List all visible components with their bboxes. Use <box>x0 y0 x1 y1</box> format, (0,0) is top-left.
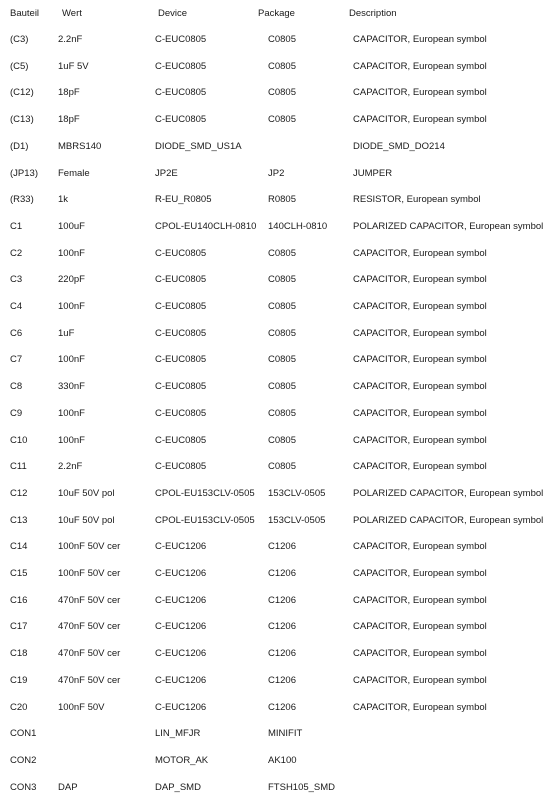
cell-part: C6 <box>10 328 23 339</box>
cell-package: 153CLV-0505 <box>268 515 326 526</box>
cell-part: C13 <box>10 515 28 526</box>
cell-value: 100uF <box>58 221 85 232</box>
cell-value: 2.2nF <box>58 461 83 472</box>
table-row <box>0 273 554 287</box>
cell-value: 10uF 50V pol <box>58 488 115 499</box>
table-row <box>0 487 554 501</box>
cell-value: 100nF 50V <box>58 702 105 713</box>
cell-device: C-EUC0805 <box>155 408 207 419</box>
cell-device: JP2E <box>155 168 178 179</box>
table-row <box>0 620 554 634</box>
cell-package: C0805 <box>268 274 296 285</box>
cell-value: 100nF 50V cer <box>58 568 121 579</box>
cell-device: C-EUC1206 <box>155 621 207 632</box>
cell-device: C-EUC0805 <box>155 354 207 365</box>
cell-package: C0805 <box>268 114 296 125</box>
cell-value: 470nF 50V cer <box>58 621 121 632</box>
cell-description: CAPACITOR, European symbol <box>353 87 487 98</box>
cell-part: C8 <box>10 381 23 392</box>
cell-package: FTSH105_SMD <box>268 782 336 793</box>
cell-part: C20 <box>10 702 28 713</box>
cell-description: CAPACITOR, European symbol <box>353 568 487 579</box>
cell-device: C-EUC0805 <box>155 114 207 125</box>
cell-part: C9 <box>10 408 23 419</box>
cell-device: CPOL-EU140CLH-0810 <box>155 221 257 232</box>
header-part: Bauteil <box>10 8 40 19</box>
cell-part: (R33) <box>10 194 34 205</box>
cell-part: (C12) <box>10 87 34 98</box>
table-row <box>0 220 554 234</box>
cell-description: CAPACITOR, European symbol <box>353 541 487 552</box>
cell-package: C0805 <box>268 87 296 98</box>
table-row <box>0 727 554 741</box>
cell-description: CAPACITOR, European symbol <box>353 328 487 339</box>
cell-value: 18pF <box>58 114 80 125</box>
cell-package: C0805 <box>268 328 296 339</box>
cell-part: C3 <box>10 274 23 285</box>
cell-description: JUMPER <box>353 168 393 179</box>
cell-package: C0805 <box>268 381 296 392</box>
cell-value: 100nF <box>58 354 85 365</box>
cell-package: C0805 <box>268 408 296 419</box>
cell-description: CAPACITOR, European symbol <box>353 114 487 125</box>
cell-value: 470nF 50V cer <box>58 595 121 606</box>
cell-value: 470nF 50V cer <box>58 648 121 659</box>
cell-value: DAP <box>58 782 78 793</box>
cell-description: CAPACITOR, European symbol <box>353 34 487 45</box>
cell-package: C1206 <box>268 568 296 579</box>
cell-description: CAPACITOR, European symbol <box>353 301 487 312</box>
table-row <box>0 647 554 661</box>
cell-device: C-EUC1206 <box>155 541 207 552</box>
cell-device: C-EUC1206 <box>155 702 207 713</box>
table-row <box>0 113 554 127</box>
cell-package: MINIFIT <box>268 728 303 739</box>
cell-part: CON2 <box>10 755 37 766</box>
cell-part: C1 <box>10 221 23 232</box>
table-row <box>0 300 554 314</box>
table-row <box>0 193 554 207</box>
cell-device: C-EUC0805 <box>155 87 207 98</box>
header-package: Package <box>258 8 295 19</box>
cell-device: MOTOR_AK <box>155 755 209 766</box>
cell-description: RESISTOR, European symbol <box>353 194 481 205</box>
table-row <box>0 380 554 394</box>
cell-description: CAPACITOR, European symbol <box>353 648 487 659</box>
cell-description: POLARIZED CAPACITOR, European symbol <box>353 488 544 499</box>
cell-device: C-EUC1206 <box>155 595 207 606</box>
cell-package: C0805 <box>268 34 296 45</box>
cell-value: 100nF <box>58 301 85 312</box>
cell-part: (C13) <box>10 114 34 125</box>
cell-device: CPOL-EU153CLV-0505 <box>155 515 255 526</box>
cell-part: C16 <box>10 595 28 606</box>
table-row <box>0 353 554 367</box>
table-row <box>0 60 554 74</box>
table-row <box>0 86 554 100</box>
cell-device: C-EUC0805 <box>155 248 207 259</box>
table-row <box>0 167 554 181</box>
cell-part: C2 <box>10 248 23 259</box>
cell-value: 100nF <box>58 248 85 259</box>
cell-part: (C3) <box>10 34 29 45</box>
cell-description: CAPACITOR, European symbol <box>353 274 487 285</box>
cell-part: (C5) <box>10 61 29 72</box>
cell-device: C-EUC0805 <box>155 381 207 392</box>
cell-value: 1uF 5V <box>58 61 89 72</box>
table-row <box>0 33 554 47</box>
table-row <box>0 407 554 421</box>
cell-value: 220pF <box>58 274 85 285</box>
table-row <box>0 701 554 715</box>
cell-device: C-EUC0805 <box>155 301 207 312</box>
table-row <box>0 674 554 688</box>
cell-value: 100nF <box>58 408 85 419</box>
cell-value: 330nF <box>58 381 85 392</box>
cell-value: 2.2nF <box>58 34 83 45</box>
cell-value: 100nF 50V cer <box>58 541 121 552</box>
cell-part: C7 <box>10 354 23 365</box>
cell-description: POLARIZED CAPACITOR, European symbol <box>353 515 544 526</box>
cell-part: C17 <box>10 621 28 632</box>
cell-package: C0805 <box>268 354 296 365</box>
cell-description: POLARIZED CAPACITOR, European symbol <box>353 221 544 232</box>
cell-device: C-EUC0805 <box>155 328 207 339</box>
table-row <box>0 434 554 448</box>
table-row <box>0 327 554 341</box>
cell-value: 1k <box>58 194 69 205</box>
table-header-row <box>0 7 554 21</box>
cell-description: CAPACITOR, European symbol <box>353 354 487 365</box>
cell-part: (D1) <box>10 141 29 152</box>
table-row <box>0 567 554 581</box>
cell-package: C0805 <box>268 248 296 259</box>
table-row <box>0 247 554 261</box>
cell-device: C-EUC0805 <box>155 61 207 72</box>
cell-device: C-EUC1206 <box>155 648 207 659</box>
header-value: Wert <box>62 8 82 19</box>
cell-part: C18 <box>10 648 28 659</box>
cell-device: C-EUC1206 <box>155 675 207 686</box>
cell-value: 470nF 50V cer <box>58 675 121 686</box>
cell-part: C4 <box>10 301 23 312</box>
cell-part: C19 <box>10 675 28 686</box>
cell-package: C0805 <box>268 61 296 72</box>
cell-part: CON1 <box>10 728 37 739</box>
cell-value: MBRS140 <box>58 141 102 152</box>
cell-package: AK100 <box>268 755 297 766</box>
cell-description: CAPACITOR, European symbol <box>353 61 487 72</box>
cell-device: LIN_MFJR <box>155 728 201 739</box>
header-device: Device <box>158 8 188 19</box>
cell-description: CAPACITOR, European symbol <box>353 435 487 446</box>
cell-description: CAPACITOR, European symbol <box>353 675 487 686</box>
cell-description: DIODE_SMD_DO214 <box>353 141 445 152</box>
cell-part: C11 <box>10 461 27 472</box>
table-row <box>0 460 554 474</box>
cell-device: C-EUC0805 <box>155 34 207 45</box>
cell-value: 18pF <box>58 87 80 98</box>
cell-description: CAPACITOR, European symbol <box>353 595 487 606</box>
cell-package: C1206 <box>268 541 296 552</box>
cell-value: Female <box>58 168 90 179</box>
cell-part: (JP13) <box>10 168 38 179</box>
cell-package: C1206 <box>268 595 296 606</box>
cell-package: C0805 <box>268 435 296 446</box>
cell-description: CAPACITOR, European symbol <box>353 408 487 419</box>
cell-description: CAPACITOR, European symbol <box>353 621 487 632</box>
cell-value: 100nF <box>58 435 85 446</box>
cell-device: CPOL-EU153CLV-0505 <box>155 488 255 499</box>
table-row <box>0 754 554 768</box>
table-row <box>0 140 554 154</box>
cell-package: JP2 <box>268 168 285 179</box>
cell-device: R-EU_R0805 <box>155 194 212 205</box>
cell-package: C1206 <box>268 675 296 686</box>
cell-device: C-EUC1206 <box>155 568 207 579</box>
table-row <box>0 781 554 795</box>
cell-description: CAPACITOR, European symbol <box>353 248 487 259</box>
cell-part: CON3 <box>10 782 37 793</box>
cell-description: CAPACITOR, European symbol <box>353 461 487 472</box>
cell-description: CAPACITOR, European symbol <box>353 702 487 713</box>
cell-part: C12 <box>10 488 28 499</box>
cell-value: 10uF 50V pol <box>58 515 115 526</box>
cell-package: 140CLH-0810 <box>268 221 328 232</box>
cell-package: C1206 <box>268 621 296 632</box>
cell-package: C1206 <box>268 648 296 659</box>
cell-description: CAPACITOR, European symbol <box>353 381 487 392</box>
cell-package: C1206 <box>268 702 296 713</box>
cell-package: C0805 <box>268 461 296 472</box>
cell-package: C0805 <box>268 301 296 312</box>
table-row <box>0 540 554 554</box>
cell-part: C15 <box>10 568 28 579</box>
cell-package: 153CLV-0505 <box>268 488 326 499</box>
cell-part: C14 <box>10 541 28 552</box>
cell-value: 1uF <box>58 328 75 339</box>
cell-device: C-EUC0805 <box>155 461 207 472</box>
header-description: Description <box>349 8 397 19</box>
table-row <box>0 594 554 608</box>
cell-package: R0805 <box>268 194 296 205</box>
cell-device: C-EUC0805 <box>155 435 207 446</box>
cell-device: C-EUC0805 <box>155 274 207 285</box>
cell-device: DAP_SMD <box>155 782 201 793</box>
cell-part: C10 <box>10 435 28 446</box>
cell-device: DIODE_SMD_US1A <box>155 141 242 152</box>
table-row <box>0 514 554 528</box>
